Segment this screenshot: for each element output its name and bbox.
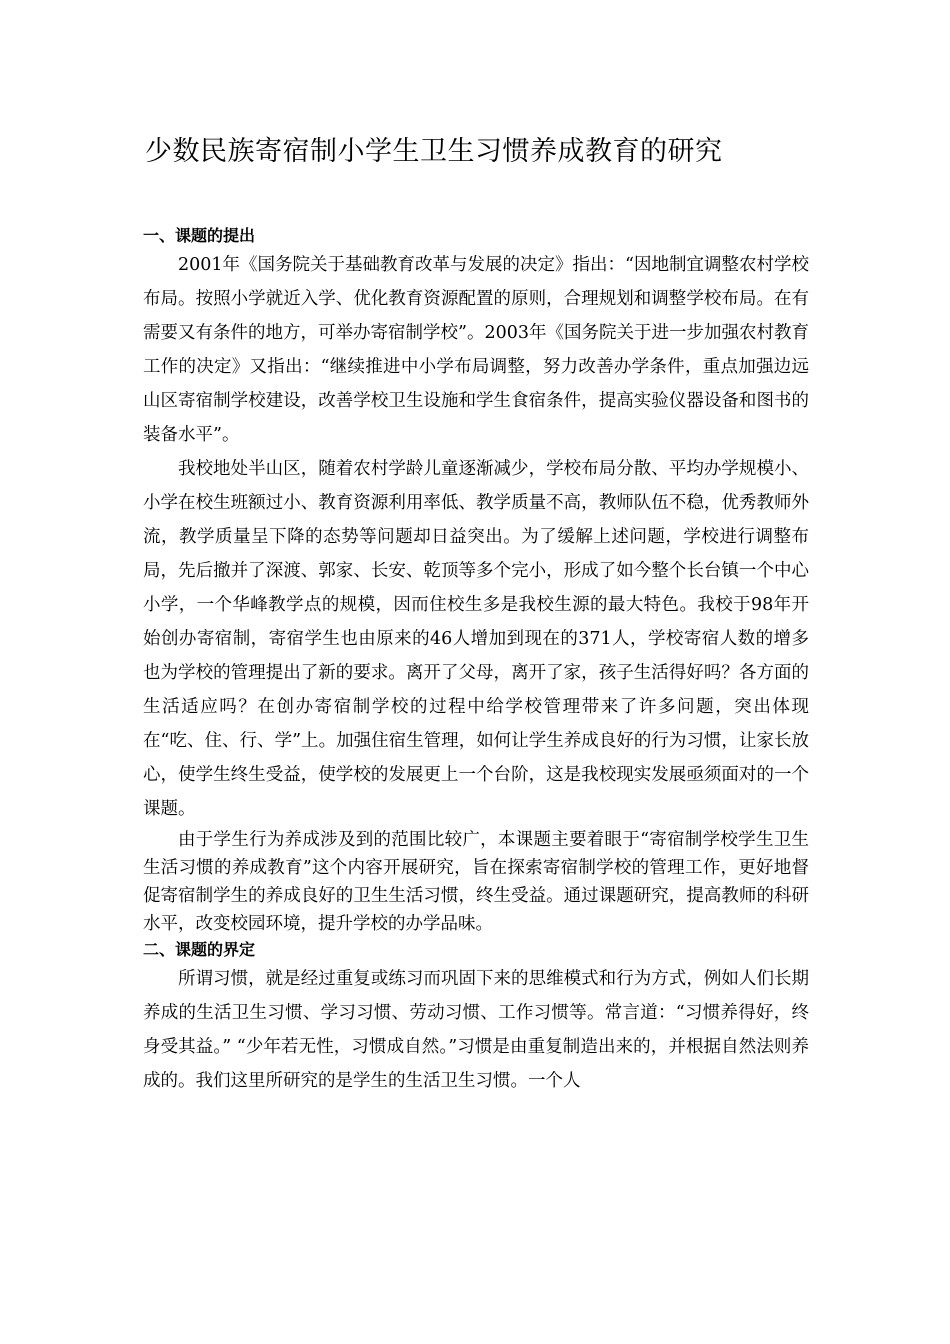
section-1-paragraph-3: 由于学生行为养成涉及到的范围比较广，本课题主要着眼于“寄宿制学校学生卫生生活习惯的养成教育”这个内容开展研究，旨在探索寄宿制学校的管理工作，更好地督促寄宿制学生的养成良好的卫生生活习惯，终生受益。通过课题研究，提高教师的科研水平，改变校园环境，提升学校的办学品味。: [143, 830, 809, 934]
section-1-paragraph-1: 2001年《国务院关于基础教育改革与发展的决定》指出：“因地制宜调整农村学校布局。按照小学就近入学、优化教育资源配置的原则，合理规划和调整学校布局。在有需要又有条件的地方，可举办寄宿制学校”。2003年《国务院关于进一步加强农村教育工作的决定》又指出：“继续推进中小学布局调整，努力改善办学条件，重点加强边远山区寄宿制学校建设，改善学校卫生设施和学生食宿条件，提高实验仪器设备和图书的装备水平”。: [143, 255, 809, 445]
document-title: 少数民族寄宿制小学生卫生习惯养成教育的研究: [145, 136, 723, 167]
section-heading-1: 一、课题的提出: [143, 226, 256, 245]
section-heading-2: 二、课题的界定: [143, 940, 256, 959]
document-page: [143, 126, 809, 1098]
section-1-paragraph-2: 我校地处半山区，随着农村学龄儿童逐渐减少，学校布局分散、平均办学规模小、小学在校生班额过小、教育资源利用率低、教学质量不高，教师队伍不稳，优秀教师外流，教学质量呈下降的态势等问题却日益突出。为了缓解上述问题，学校进行调整布局，先后撤并了深渡、郭家、长安、乾顶等多个完小，形成了如今整个长台镇一个中心小学，一个华峰教学点的规模，因而住校生多是我校生源的最大特色。我校于98年开始创办寄宿制，寄宿学生也由原来的46人增加到现在的371人，学校寄宿人数的增多也为学校的管理提出了新的要求。离开了父母，离开了家，孩子生活得好吗？各方面的生活适应吗？在创办寄宿制学校的过程中给学校管理带来了许多问题，突出体现在“吃、住、行、学”上。加强住宿生管理，如何让学生养成良好的行为习惯，让家长放心，使学生终生受益，使学校的发展更上一个台阶，这是我校现实发展亟须面对的一个课题。: [143, 459, 809, 819]
section-2-paragraph-1: 所谓习惯，就是经过重复或练习而巩固下来的思维模式和行为方式，例如人们长期养成的生活卫生习惯、学习习惯、劳动习惯、工作习惯等。常言道：“习惯养得好，终身受其益。” “少年若无性，习惯成自然。”习惯是由重复制造出来的，并根据自然法则养成的。我们这里所研究的是学生的生活卫生习惯。一个人: [143, 969, 809, 1091]
